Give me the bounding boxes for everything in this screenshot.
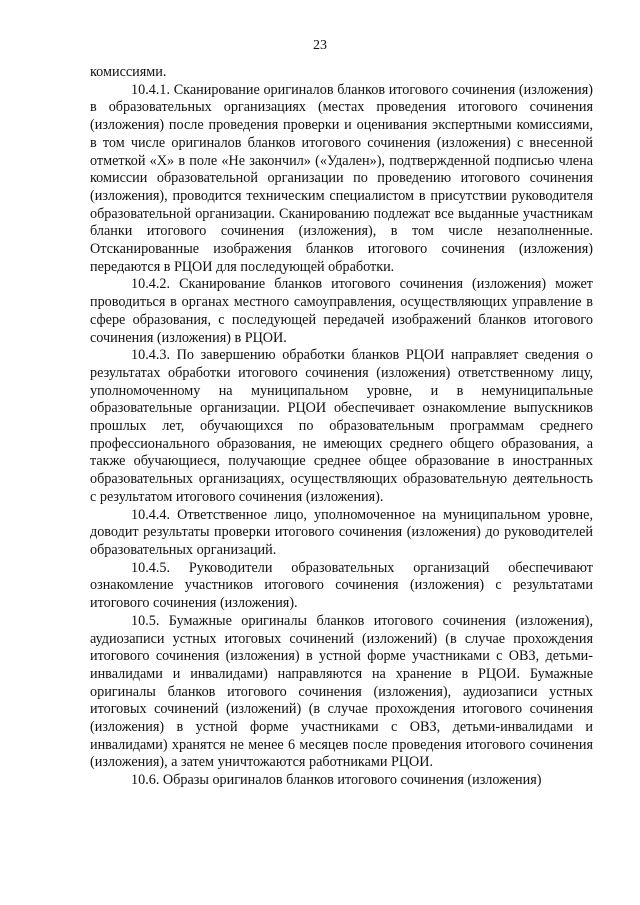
paragraph-10-4-3: 10.4.3. По завершению обработки бланков РЦОИ направляет сведения о результатах обработки итогового сочинения (изложения) ответственному лицу, уполномоченному на муниципальном уровне, и в немуниципальные образовательные организации. РЦОИ обеспечивает ознакомление выпускников прошлых лет, обучающихся по образовательным программам среднего профессионального образования, не имеющих среднего общего образования, а также обучающиеся, получающие среднее общее образование в иностранных образовательных организациях, осуществляющих образовательную деятельность с результатом итогового сочинения (изложения). — [90, 347, 593, 505]
paragraph-10-4-5: 10.4.5. Руководители образовательных организаций обеспечивают ознакомление участников итогового сочинения (изложения) с результатами итогового сочинения (изложения). — [90, 559, 593, 612]
page-number: 23 — [313, 38, 327, 53]
paragraph-10-4-4: 10.4.4. Ответственное лицо, уполномоченное на муниципальном уровне, доводит результаты проверки итогового сочинения (изложения) до руководителей образовательных организаций. — [90, 506, 593, 558]
paragraph-10-6: 10.6. Образы оригиналов бланков итогового сочинения (изложения) — [131, 772, 542, 789]
paragraph-10-4-2: 10.4.2. Сканирование бланков итогового сочинения (изложения) может проводиться в органах местного самоуправления, осуществляющих управление в сфере образования, с последующей передачей изображений бланков итогового сочинения (изложения) в РЦОИ. — [90, 276, 593, 346]
paragraph-continuation: комиссиями. — [90, 64, 167, 80]
paragraph-10-4-1: 10.4.1. Сканирование оригиналов бланков итогового сочинения (изложения) в образовательных организациях (местах проведения итогового сочинения (изложения) после проведения проверки и оценивания экспертными комиссиями, в том числе оригиналов бланков итогового сочинения (изложения) с внесенной отметкой «X» в поле «Не закончил» («Удален»), подтвержденной подписью члена комиссии образовательной организации по проведению итогового сочинения (изложения), проводится техническим специалистом в присутствии руководителя образовательной организации. Сканированию подлежат все выданные участникам бланки итогового сочинения (изложения), в том числе незаполненные. Отсканированные изображения бланков итогового сочинения (изложения) передаются в РЦОИ для последующей обработки. — [90, 81, 593, 275]
paragraph-10-5: 10.5. Бумажные оригиналы бланков итогового сочинения (изложения), аудиозаписи устных итоговых сочинений (изложений) (в случае прохождения итогового сочинения (изложения) в устной форме участниками с ОВЗ, детьми-инвалидами и инвалидами) направляются на хранение в РЦОИ. Бумажные оригиналы бланков итогового сочинения (изложения), аудиозаписи устных итоговых сочинений (изложений) (в случае прохождения итогового сочинения (изложения) в устной форме участниками с ОВЗ, детьми-инвалидами и инвалидами) хранятся не менее 6 месяцев после проведения итогового сочинения (изложения), а затем уничтожаются работниками РЦОИ. — [90, 612, 593, 771]
document-body — [90, 64, 593, 790]
